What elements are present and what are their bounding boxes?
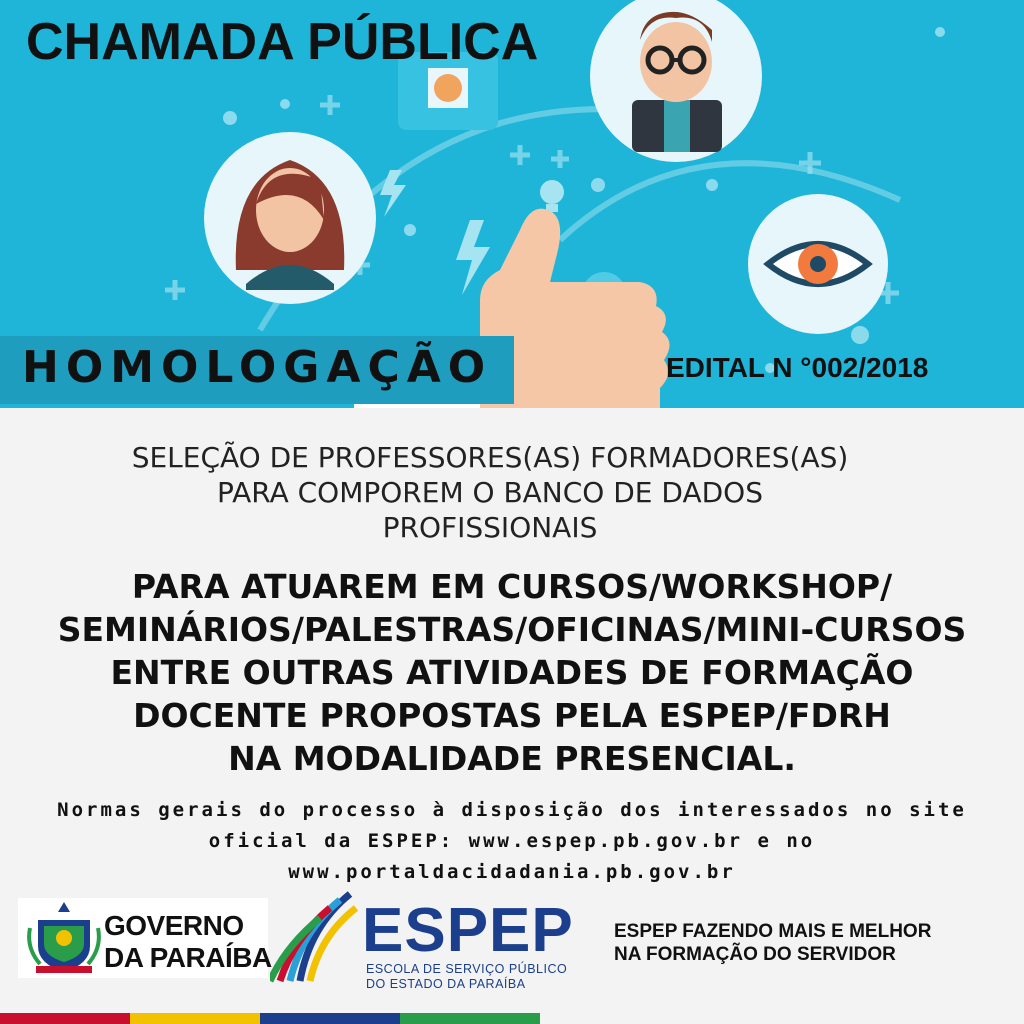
norms-text <box>40 795 984 888</box>
lead-line: PROFISSIONAIS <box>382 511 598 544</box>
headline-line: PARA ATUAREM EM CURSOS/WORKSHOP/ <box>131 567 893 606</box>
eye-icon <box>748 194 888 334</box>
slogan-line: NA FORMAÇÃO DO SERVIDOR <box>614 944 896 965</box>
headline-line: ENTRE OUTRAS ATIVIDADES DE FORMAÇÃO <box>110 653 914 692</box>
woman-avatar-icon <box>204 132 376 304</box>
espep-wordmark: ESPEP <box>362 896 574 965</box>
coat-of-arms-icon <box>24 898 104 978</box>
governo-paraiba-text <box>104 910 272 974</box>
homologation-band <box>0 336 514 404</box>
page-title: CHAMADA PÚBLICA <box>26 13 539 71</box>
headline-text <box>10 565 1014 780</box>
homologation-label: HOMOLOGAÇÃO <box>22 342 493 393</box>
espep-sub-line: DO ESTADO DA PARAÍBA <box>366 977 526 991</box>
slogan-line: ESPEP FAZENDO MAIS E MELHOR <box>614 921 932 942</box>
lead-text <box>80 440 900 545</box>
lead-line: SELEÇÃO DE PROFESSORES(AS) FORMADORES(AS) <box>131 441 849 474</box>
stripe-green <box>400 1013 540 1024</box>
edital-number: EDITAL N °002/2018 <box>666 352 929 383</box>
headline-line: DOCENTE PROPOSTAS PELA ESPEP/FDRH <box>133 696 891 735</box>
stripe-yellow <box>130 1013 260 1024</box>
norms-line: www.portaldacidadania.pb.gov.br <box>288 861 736 883</box>
lightbulb-icon <box>540 180 564 212</box>
norms-line: Normas gerais do processo à disposição dos interessados no site <box>57 799 967 821</box>
man-avatar-icon <box>590 0 762 162</box>
stripe-red <box>0 1013 130 1024</box>
gov-line: GOVERNO <box>104 910 244 941</box>
headline-line: NA MODALIDADE PRESENCIAL. <box>228 739 796 778</box>
gov-line: DA PARAÍBA <box>104 942 272 973</box>
slogan <box>614 920 931 966</box>
stripe-blue <box>260 1013 400 1024</box>
lead-line: PARA COMPOREM O BANCO DE DADOS <box>217 476 763 509</box>
espep-sub-line: ESCOLA DE SERVIÇO PÚBLICO <box>366 962 568 976</box>
norms-line: oficial da ESPEP: www.espep.pb.gov.br e no <box>208 830 816 852</box>
espep-subtitle <box>366 962 567 992</box>
espep-logo-icon <box>270 886 360 986</box>
headline-line: SEMINÁRIOS/PALESTRAS/OFICINAS/MINI-CURSOS <box>57 610 967 649</box>
header-banner <box>0 0 1024 408</box>
